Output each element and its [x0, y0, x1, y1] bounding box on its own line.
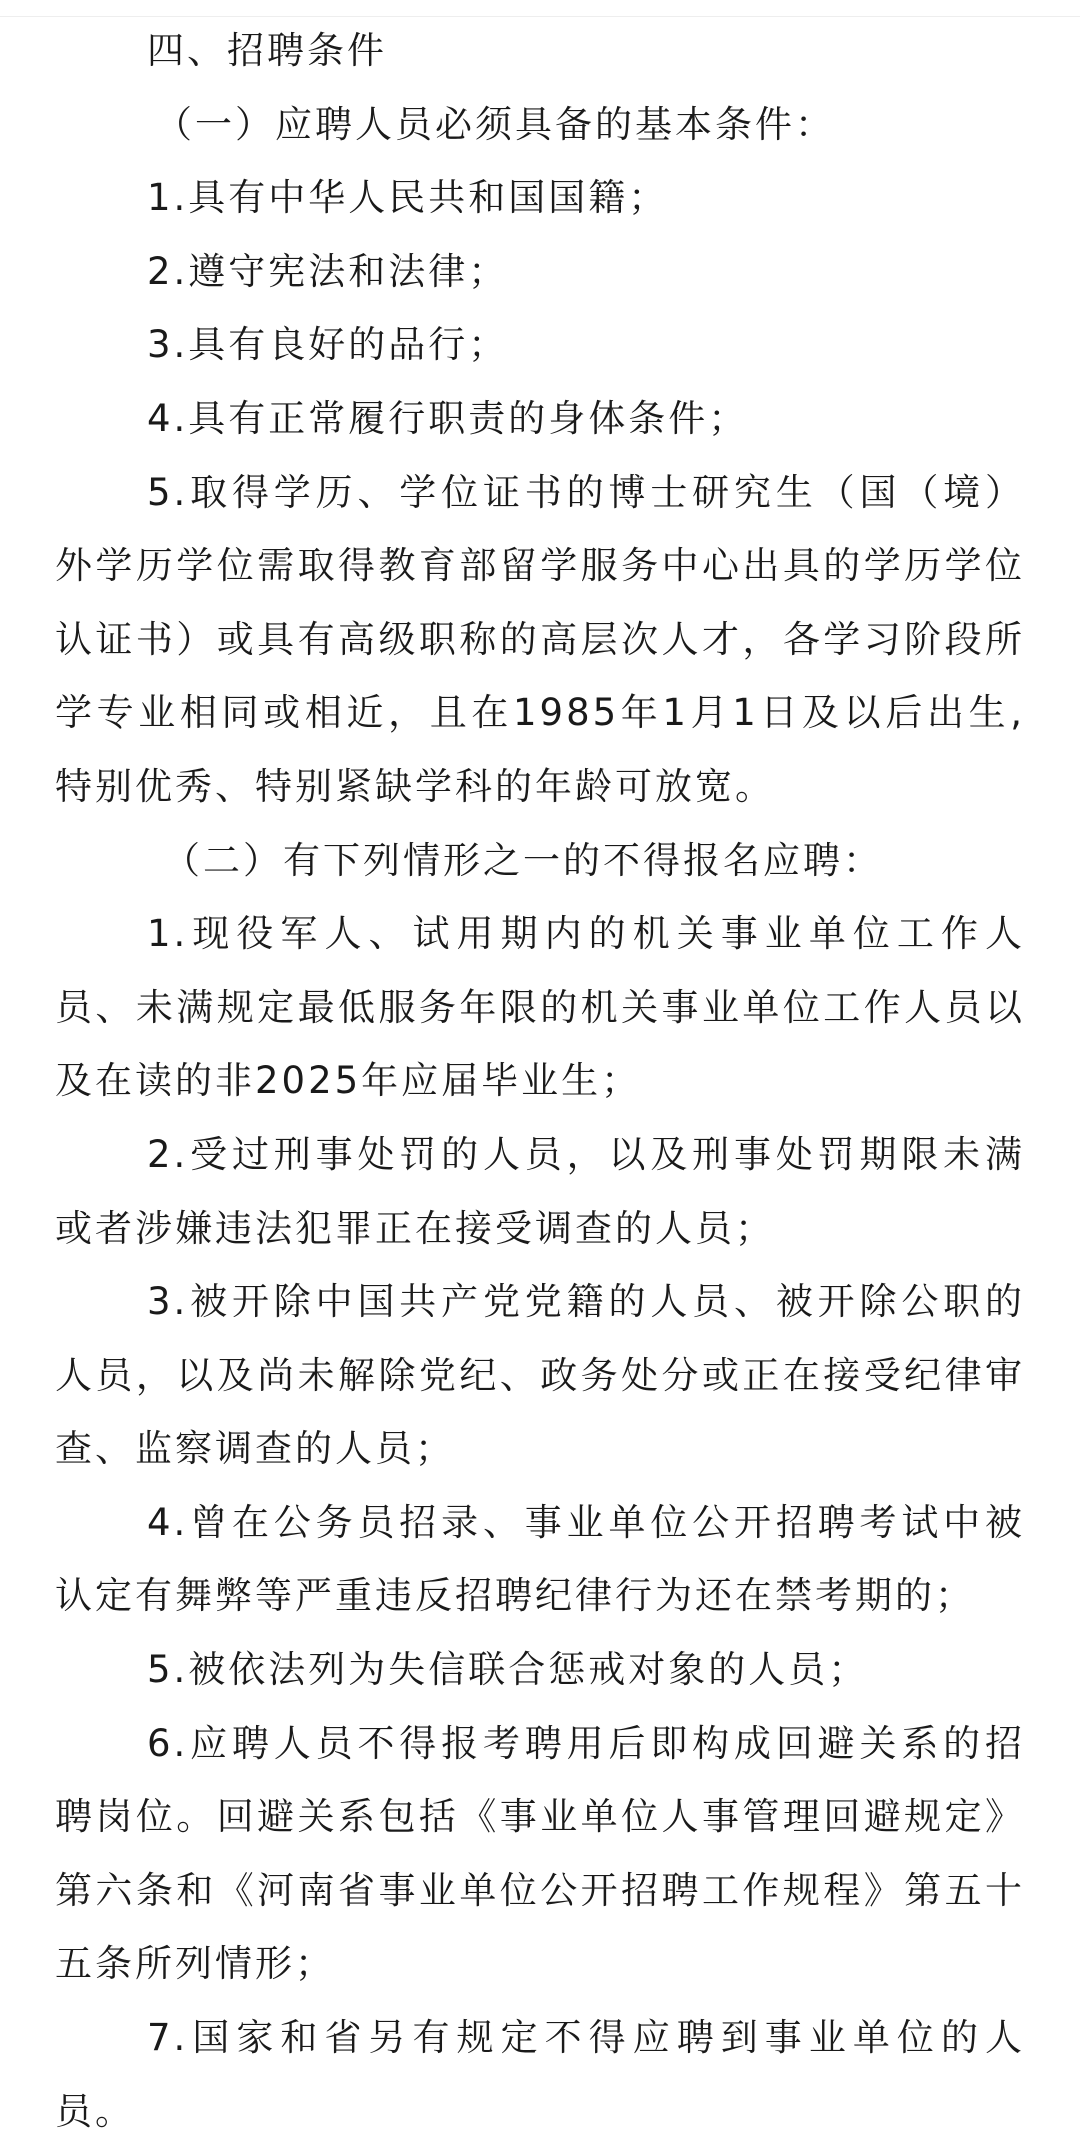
- section2-title: （二）有下列情形之一的不得报名应聘：: [163, 838, 883, 882]
- document-body: [55, 14, 1025, 2148]
- section1-item-5: 5.取得学历、学位证书的博士研究生（国（境）外学历学位需取得教育部留学服务中心出具的学历学位认证书）或具有高级职称的高层次人才，各学习阶段所学专业相同或相近，且在1985年1月1日及以后出生,特别优秀、特别紧缺学科的年龄可放宽。: [55, 470, 1025, 808]
- section2-item-3: 3.被开除中国共产党党籍的人员、被开除公职的人员，以及尚未解除党纪、政务处分或正在接受纪律审查、监察调查的人员；: [55, 1280, 1025, 1471]
- section2-item-4: 4.曾在公务员招录、事业单位公开招聘考试中被认定有舞弊等严重违反招聘纪律行为还在禁考期的；: [55, 1500, 1025, 1618]
- section1-item-4: 4.具有正常履行职责的身体条件；: [147, 396, 749, 440]
- section1-item-3: 3.具有良好的品行；: [147, 323, 509, 367]
- section2-item-1: 1.现役军人、试用期内的机关事业单位工作人员、未满规定最低服务年限的机关事业单位工作人员以及在读的非2025年应届毕业生；: [55, 912, 1025, 1103]
- section1-item-2: 2.遵守宪法和法律；: [147, 249, 509, 293]
- section1-title: （一）应聘人员必须具备的基本条件：: [155, 102, 835, 146]
- section2-item-5: 5.被依法列为失信联合惩戒对象的人员；: [147, 1648, 869, 1692]
- section-heading: 四、招聘条件: [147, 29, 387, 72]
- section2-item-7: 7.国家和省另有规定不得应聘到事业单位的人员。: [55, 2016, 1025, 2133]
- section2-item-2: 2.受过刑事处罚的人员，以及刑事处罚期限未满或者涉嫌违法犯罪正在接受调查的人员；: [55, 1132, 1025, 1250]
- section2-item-6: 6.应聘人员不得报考聘用后即构成回避关系的招聘岗位。回避关系包括《事业单位人事管理回避规定》第六条和《河南省事业单位公开招聘工作规程》第五十五条所列情形；: [55, 1721, 1025, 1986]
- section1-item-1: 1.具有中华人民共和国国籍；: [147, 176, 669, 220]
